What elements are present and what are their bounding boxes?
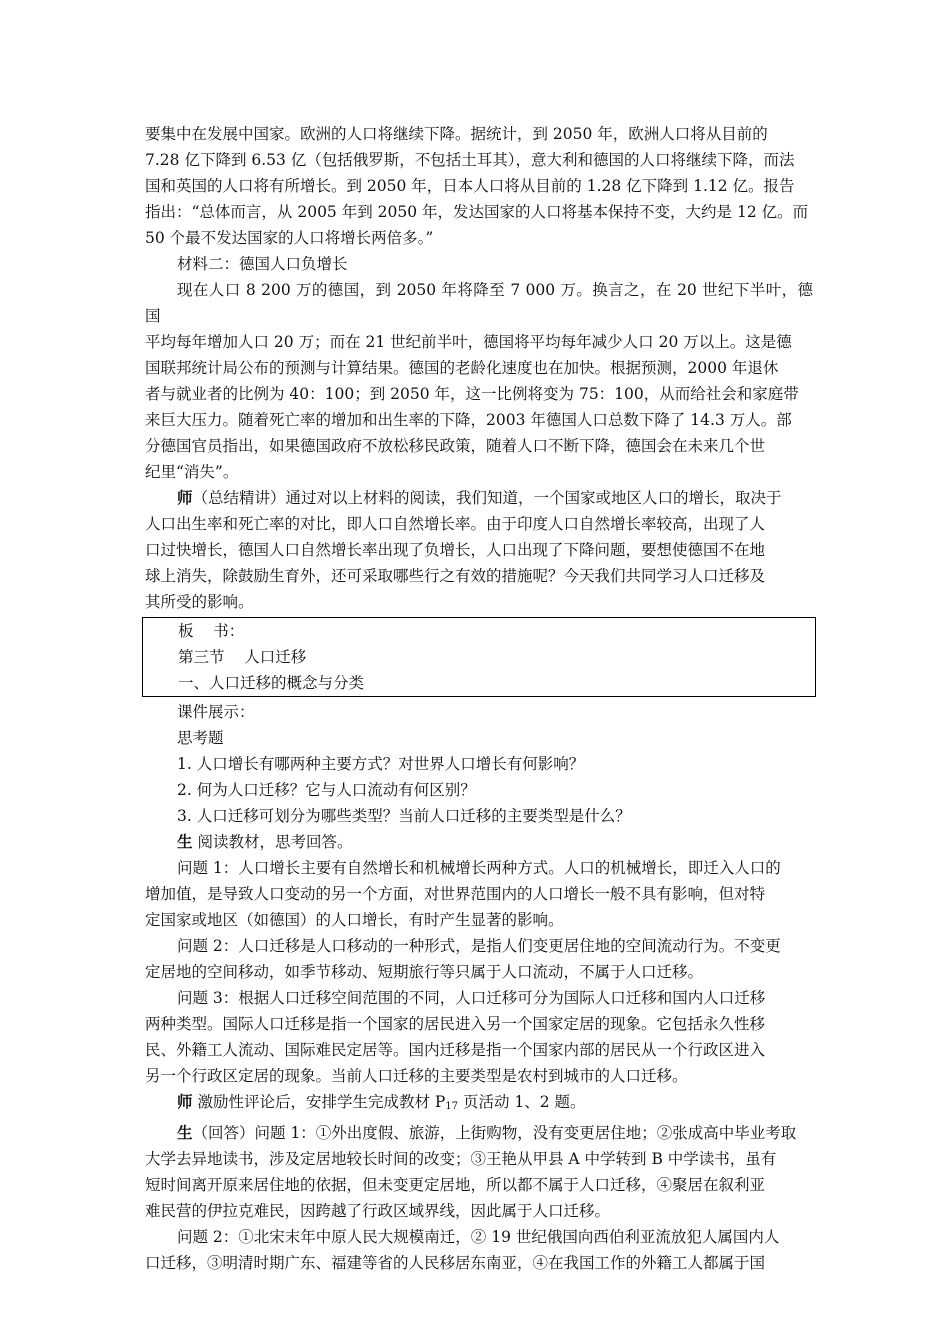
- question-2: 2. 何为人口迁移？它与人口流动有何区别？: [177, 781, 476, 799]
- board-section-title: 第三节 人口迁移: [178, 648, 307, 666]
- teacher-comment: 师 激励性评论后，安排学生完成教材 $P_{17}$ 页活动 1、2 题。: [177, 1093, 586, 1112]
- answer-question-2: 问题 2：①北宋末年中原人民大规模南迁，② 19 世纪俄国向西伯利亚流放犯人属国内人 口迁移，③明清时期广东、福建等省的人民移居东南亚，④在我国工作的外籍工人都属于国: [145, 1228, 780, 1272]
- student-instruction: 生 阅读教材，思考回答。: [177, 833, 353, 851]
- student-answer: 生（回答）问题 1：①外出度假、旅游，上街购物，没有变更居住地；②张成高中毕业考取 大学去异地读书，涉及定居地较长时间的改变；③王艳从甲县 A 中学转到 B 中学读书，虽有 短时间离开原来居住地的依据，但未变更定居地，所以都不属于人口迁移，④聚居在叙利亚 难民营的伊拉克难民，因跨越了行政区域界线，因此属于人口迁移。: [145, 1124, 797, 1220]
- think-title: 思考题: [177, 729, 224, 747]
- teacher-label: 师: [177, 489, 193, 507]
- board-item: 一、人口迁移的概念与分类: [178, 674, 365, 692]
- blackboard-box: [142, 617, 816, 697]
- answer-2: 问题 2：人口迁移是人口移动的一种形式，是指人们变更居住地的空间流动行为。不变更 定居地的空间移动，如季节移动、短期旅行等只属于人口流动，不属于人口迁移。: [145, 937, 781, 981]
- teacher-summary: 师（总结精讲）通过对以上材料的阅读，我们知道，一个国家或地区人口的增长，取决于 人口出生率和死亡率的对比，即人口自然增长率。由于印度人口自然增长率较高，出现了人 口过快增长，德国人口自然增长率出现了负增长，人口出现了下降问题，要想使德国不在地 球上消失，除鼓励生育外，还可采取哪些行之有效的措施呢？今天我们共同学习人口迁移及 其所受的影响。: [145, 489, 782, 611]
- paragraph-europe-population: 要集中在发展中国家。欧洲的人口将继续下降。据统计，到 2050 年，欧洲人口将从目前的 7.28 亿下降到 6.53 亿（包括俄罗斯，不包括土耳其），意大利和德国的人口将继续下降，而法 国和英国的人口将有所增长。到 2050 年，日本人口将从目前的 1.28 亿下降到 1.12 亿。报告 指出：“总体而言，从 2005 年到 2050 年，发达国家的人口将基本保持不变，大约是 12 亿。而 50 个最不发达国家的人口将增长两倍多。”: [145, 125, 809, 247]
- paragraph-germany-population: 现在人口 8 200 万的德国，到 2050 年将降至 7 000 万。换言之，在 20 世纪下半叶，德国 平均每年增加人口 20 万；而在 21 世纪前半叶，德国将平均每年减少人口 20 万以上。这是德 国联邦统计局公布的预测与计算结果。德国的老龄化速度也在加快。根据预测，2000 年退休 者与就业者的比例为 40：100；到 2050 年，这一比例将变为 75：100，从而给社会和家庭带 来巨大压力。随着死亡率的增加和出生率的下降，2003 年德国人口总数下降了 14.3 万人。部 分德国官员指出，如果德国政府不放松移民政策，随着人口不断下降，德国会在未来几个世 纪里“消失”。: [145, 281, 813, 481]
- student-label: 生: [177, 1124, 193, 1142]
- teacher-label: 师: [177, 1093, 193, 1111]
- student-label: 生: [177, 833, 193, 851]
- document-page: [145, 121, 813, 1276]
- answer-3: 问题 3：根据人口迁移空间范围的不同，人口迁移可分为国际人口迁移和国内人口迁移 两种类型。国际人口迁移是指一个国家的居民进入另一个国家定居的现象。它包括永久性移 民、外籍工人流动、国际难民定居等。国内迁移是指一个国家内部的居民从一个行政区进入 另一个行政区定居的现象。当前人口迁移的主要类型是农村到城市的人口迁移。: [145, 989, 766, 1085]
- courseware-label: 课件展示：: [177, 703, 255, 721]
- material2-title: 材料二：德国人口负增长: [177, 255, 348, 273]
- board-label: 板 书：: [178, 622, 245, 640]
- answer-1: 问题 1：人口增长主要有自然增长和机械增长两种方式。人口的机械增长，即迁入人口的 增加值，是导致人口变动的另一个方面，对世界范围内的人口增长一般不具有影响，但对特 定国家或地区（如德国）的人口增长，有时产生显著的影响。: [145, 859, 781, 929]
- question-3: 3. 人口迁移可划分为哪些类型？当前人口迁移的主要类型是什么？: [177, 807, 631, 825]
- question-1: 1. 人口增长有哪两种主要方式？对世界人口增长有何影响？: [177, 755, 585, 773]
